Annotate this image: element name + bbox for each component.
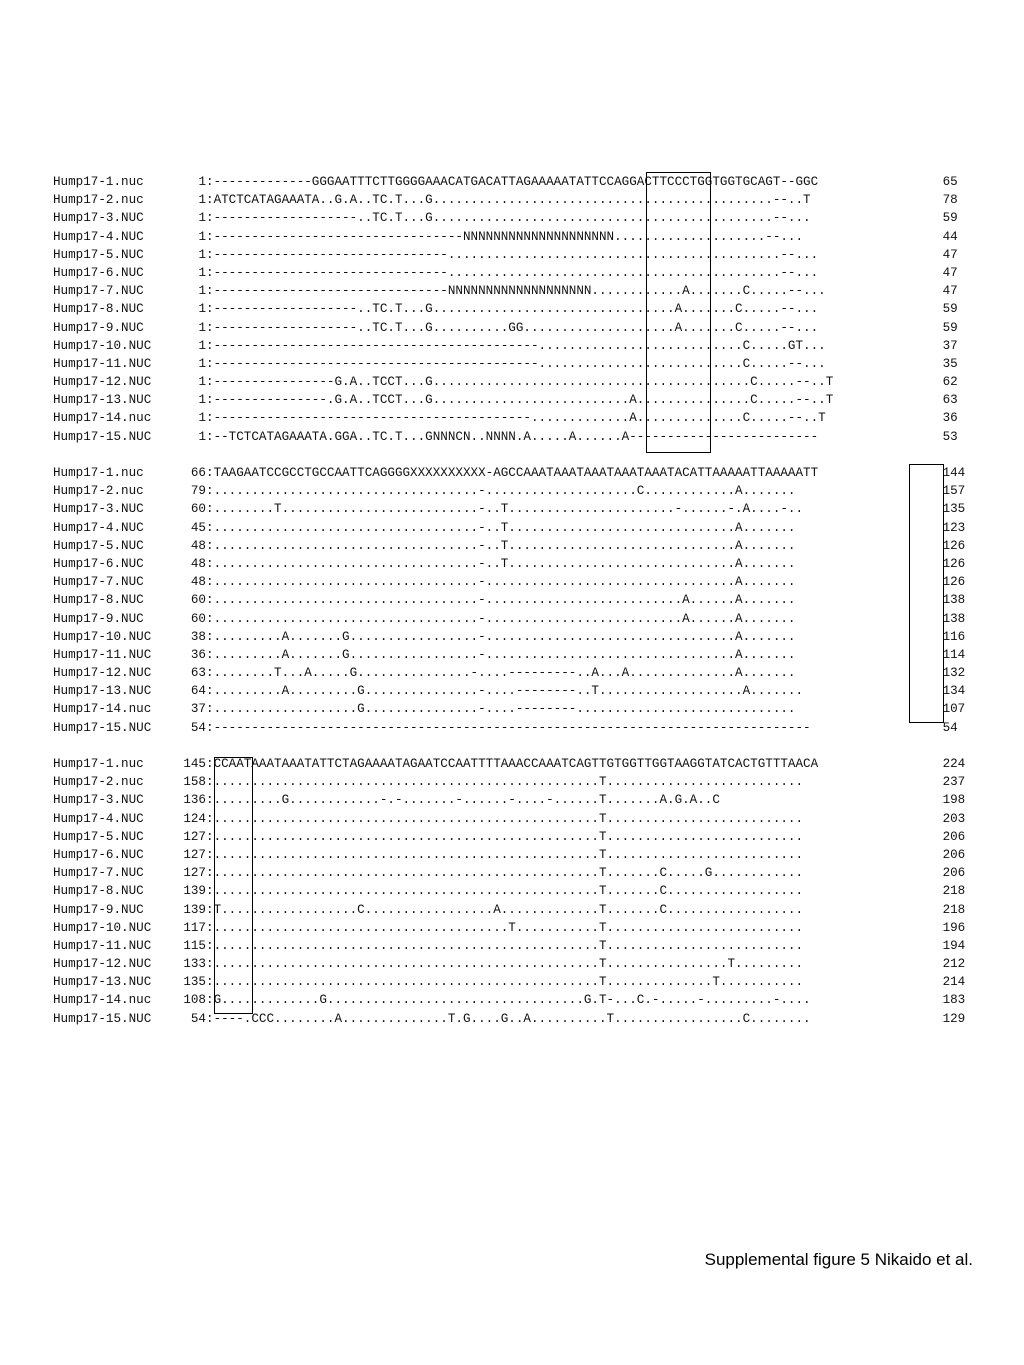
sequence: ------------------------------------------------------------------------------- [213, 720, 811, 735]
sequence: ATCTCATAGAAATA..G.A..TC.T...G.............................................--..T [213, 193, 811, 208]
separator: : [206, 193, 214, 208]
alignment-block-3 [53, 755, 983, 1028]
sequence-name: Hump17-5.NUC [53, 538, 144, 553]
separator: : [206, 611, 214, 626]
separator: : [206, 1011, 214, 1026]
sequence-name: Hump17-4.NUC [53, 811, 144, 826]
start-position: 1 [198, 375, 206, 390]
end-position: 114 [942, 647, 966, 662]
sequence: ...................................................T.......................... [213, 829, 804, 844]
sequence-name: Hump17-10.NUC [53, 920, 152, 935]
alignment-row [53, 191, 983, 209]
alignment-row [53, 537, 983, 555]
end-position: 196 [942, 920, 966, 935]
separator: : [206, 938, 214, 953]
sequence-name: Hump17-14.nuc [53, 702, 152, 717]
start-position: 1 [198, 175, 206, 189]
start-position: 1 [198, 320, 206, 335]
sequence: -------------------..TC.T...G..........GG....................A.......C.....--... [213, 320, 819, 335]
end-position: 224 [942, 757, 966, 771]
start-position: 127 [183, 866, 206, 881]
end-position: 47 [942, 284, 958, 299]
alignment-row [53, 482, 983, 500]
sequence-name: Hump17-7.NUC [53, 575, 144, 590]
sequence: ...................................-..........................A......A....... [213, 593, 796, 608]
start-position: 63 [190, 666, 206, 681]
separator: : [206, 320, 214, 335]
alignment-row [53, 591, 983, 609]
sequence-name: Hump17-3.NUC [53, 502, 144, 517]
alignment-row [53, 300, 983, 318]
alignment-row [53, 937, 983, 955]
alignment-row [53, 700, 983, 718]
sequence: ...................................................T.......C.................. [213, 884, 804, 899]
sequence-name: Hump17-13.NUC [53, 975, 152, 990]
start-position: 136 [183, 793, 206, 808]
start-position: 38 [190, 629, 206, 644]
separator: : [206, 211, 214, 226]
alignment-row [53, 864, 983, 882]
separator: : [206, 466, 214, 480]
end-position: 53 [942, 429, 958, 444]
sequence: ...................................-..T..............................A....... [213, 556, 796, 571]
separator: : [206, 411, 214, 426]
end-position: 116 [942, 629, 966, 644]
start-position: 115 [183, 938, 206, 953]
alignment-row [53, 664, 983, 682]
separator: : [206, 647, 214, 662]
separator: : [206, 902, 214, 917]
sequence-name: Hump17-8.NUC [53, 884, 144, 899]
separator: : [206, 429, 214, 444]
sequence-name: Hump17-9.NUC [53, 320, 144, 335]
sequence-name: Hump17-12.NUC [53, 375, 152, 390]
start-position: 54 [190, 720, 206, 735]
end-position: 214 [942, 975, 966, 990]
separator: : [206, 393, 214, 408]
alignment-row [53, 519, 983, 537]
end-position: 129 [942, 1011, 966, 1026]
highlight-box-block-3 [214, 757, 253, 1014]
sequence-name: Hump17-3.NUC [53, 793, 144, 808]
alignment-row [53, 246, 983, 264]
start-position: 1 [198, 338, 206, 353]
start-position: 1 [198, 411, 206, 426]
sequence: ------------------------------------------.............A..............C.....--..T [213, 411, 826, 426]
end-position: 59 [942, 320, 958, 335]
sequence: ...................................................T................T......... [213, 957, 804, 972]
end-position: 63 [942, 393, 958, 408]
start-position: 127 [183, 829, 206, 844]
sequence: .........A.......G.................-.................................A....... [213, 647, 796, 662]
sequence: -------------------..TC.T...G................................A.......C.....--... [213, 302, 819, 317]
start-position: 124 [183, 811, 206, 826]
sequence-name: Hump17-12.NUC [53, 957, 152, 972]
sequence: ...................................-..T..............................A....... [213, 538, 796, 553]
sequence: ...................................-....................C............A....... [213, 484, 796, 499]
sequence-name: Hump17-1.nuc [53, 757, 144, 771]
separator: : [206, 684, 214, 699]
sequence-name: Hump17-4.NUC [53, 229, 144, 244]
alignment-row [53, 810, 983, 828]
alignment-row [53, 319, 983, 337]
sequence-name: Hump17-4.NUC [53, 520, 144, 535]
end-position: 138 [942, 593, 966, 608]
sequence-name: Hump17-6.NUC [53, 847, 144, 862]
alignment-row [53, 773, 983, 791]
end-position: 206 [942, 829, 966, 844]
end-position: 138 [942, 611, 966, 626]
alignment-row [53, 209, 983, 227]
separator: : [206, 229, 214, 244]
separator: : [206, 175, 214, 189]
start-position: 145 [183, 757, 206, 771]
alignment-row [53, 901, 983, 919]
sequence-name: Hump17-1.nuc [53, 466, 144, 480]
start-position: 60 [190, 611, 206, 626]
end-position: 62 [942, 375, 958, 390]
separator: : [206, 993, 214, 1008]
start-position: 139 [183, 884, 206, 899]
end-position: 134 [942, 684, 966, 699]
separator: : [206, 884, 214, 899]
separator: : [206, 866, 214, 881]
start-position: 79 [190, 484, 206, 499]
sequence: -------------GGGAATTTCTTGGGGAAACATGACATTAGAAAAATATTCCAGGACTTCCCTGGTGGTGCAGT--GGC [213, 175, 819, 189]
sequence-name: Hump17-5.NUC [53, 829, 144, 844]
end-position: 78 [942, 193, 958, 208]
start-position: 1 [198, 356, 206, 371]
sequence-name: Hump17-7.NUC [53, 866, 144, 881]
separator: : [206, 556, 214, 571]
alignment-row [53, 373, 983, 391]
sequence: ...................................................T.......................... [213, 847, 804, 862]
separator: : [206, 265, 214, 280]
sequence: .........G............-.-.......-......-....-......T.......A.G.A..C [213, 793, 720, 808]
end-position: 47 [942, 247, 958, 262]
separator: : [206, 338, 214, 353]
start-position: 60 [190, 502, 206, 517]
alignment-block-1 [53, 173, 983, 446]
sequence: .........A.........G...............-....--------..T...................A....... [213, 684, 804, 699]
end-position: 218 [942, 884, 966, 899]
sequence: ...................................-..T..............................A....... [213, 520, 796, 535]
sequence-name: Hump17-13.NUC [53, 393, 152, 408]
alignment-row [53, 464, 983, 482]
sequence-name: Hump17-12.NUC [53, 666, 152, 681]
separator: : [206, 247, 214, 262]
start-position: 1 [198, 265, 206, 280]
alignment-row [53, 282, 983, 300]
end-position: 237 [942, 775, 966, 790]
sequence: ----.CCC........A..............T.G....G..A..........T.................C........ [213, 1011, 811, 1026]
start-position: 45 [190, 520, 206, 535]
end-position: 183 [942, 993, 966, 1008]
end-position: 59 [942, 211, 958, 226]
separator: : [206, 538, 214, 553]
end-position: 37 [942, 338, 958, 353]
end-position: 218 [942, 902, 966, 917]
end-position: 203 [942, 811, 966, 826]
end-position: 144 [942, 466, 966, 480]
sequence: ...................G...............-....--------............................. [213, 702, 796, 717]
start-position: 54 [190, 1011, 206, 1026]
start-position: 64 [190, 684, 206, 699]
separator: : [206, 575, 214, 590]
sequence-name: Hump17-1.nuc [53, 175, 144, 189]
sequence: TAAGAATCCGCCTGCCAATTCAGGGGXXXXXXXXXX-AGCCAAATAAATAAATAAATAAATACATTAAAAATTAAAAATT [213, 466, 819, 480]
start-position: 1 [198, 393, 206, 408]
alignment-row [53, 991, 983, 1009]
end-position: 59 [942, 302, 958, 317]
alignment-row [53, 646, 983, 664]
start-position: 37 [190, 702, 206, 717]
start-position: 133 [183, 957, 206, 972]
start-position: 117 [183, 920, 206, 935]
start-position: 1 [198, 284, 206, 299]
sequence: ........T...A.....G...............-....---------..A...A..............A....... [213, 666, 796, 681]
end-position: 198 [942, 793, 966, 808]
sequence: ...................................................T.......C.....G............ [213, 866, 804, 881]
sequence: -------------------------------............................................--... [213, 247, 819, 262]
start-position: 1 [198, 229, 206, 244]
sequence: -------------------..TC.T...G.............................................--... [213, 211, 811, 226]
end-position: 157 [942, 484, 966, 499]
alignment-row [53, 500, 983, 518]
end-position: 212 [942, 957, 966, 972]
start-position: 1 [198, 193, 206, 208]
separator: : [206, 920, 214, 935]
sequence-name: Hump17-8.NUC [53, 593, 144, 608]
sequence-name: Hump17-14.nuc [53, 411, 152, 426]
start-position: 139 [183, 902, 206, 917]
start-position: 66 [190, 466, 206, 480]
alignment-row [53, 791, 983, 809]
separator: : [206, 356, 214, 371]
start-position: 1 [198, 247, 206, 262]
end-position: 107 [942, 702, 966, 717]
alignment-row [53, 555, 983, 573]
sequence: ........T..........................-..T......................-......-.A....-.. [213, 502, 804, 517]
end-position: 194 [942, 938, 966, 953]
sequence-name: Hump17-15.NUC [53, 1011, 152, 1026]
end-position: 47 [942, 265, 958, 280]
end-position: 206 [942, 866, 966, 881]
end-position: 126 [942, 538, 966, 553]
sequence-name: Hump17-10.NUC [53, 338, 152, 353]
end-position: 36 [942, 411, 958, 426]
alignment-block-2 [53, 464, 983, 737]
alignment-row [53, 337, 983, 355]
start-position: 135 [183, 975, 206, 990]
sequence-name: Hump17-11.NUC [53, 647, 152, 662]
sequence-name: Hump17-11.NUC [53, 356, 152, 371]
end-position: 54 [942, 720, 958, 735]
start-position: 48 [190, 575, 206, 590]
sequence: ---------------.G.A..TCCT...G..........................A...............C.....--..T [213, 393, 834, 408]
sequence: G.............G..................................G.T-...C.-.....-.........-.... [213, 993, 811, 1008]
start-position: 1 [198, 211, 206, 226]
start-position: 60 [190, 593, 206, 608]
sequence: CCAATAAATAAATATTCTAGAAAATAGAATCCAATTTTAAACCAAATCAGTTGTGGTTGGTAAGGTATCACTGTTTAACA [213, 757, 819, 771]
alignment-row [53, 628, 983, 646]
sequence-name: Hump17-2.nuc [53, 484, 144, 499]
alignment-row [53, 355, 983, 373]
separator: : [206, 720, 214, 735]
sequence-name: Hump17-6.NUC [53, 265, 144, 280]
sequence: ----------------G.A..TCCT...G..........................................C.....--..T [213, 375, 834, 390]
sequence: -------------------------------------------...........................C.....--... [213, 356, 826, 371]
end-position: 135 [942, 502, 966, 517]
alignment-row [53, 428, 983, 446]
end-position: 35 [942, 356, 958, 371]
start-position: 1 [198, 302, 206, 317]
sequence-name: Hump17-2.nuc [53, 775, 144, 790]
sequence: ...................................................T..............T........... [213, 975, 804, 990]
sequence-name: Hump17-5.NUC [53, 247, 144, 262]
alignment-row [53, 846, 983, 864]
sequence: T..................C.................A.............T.......C.................. [213, 902, 804, 917]
alignment-row [53, 755, 983, 773]
start-position: 127 [183, 847, 206, 862]
start-position: 1 [198, 429, 206, 444]
alignment-row [53, 391, 983, 409]
end-position: 123 [942, 520, 966, 535]
sequence-name: Hump17-15.NUC [53, 429, 152, 444]
sequence: ...................................................T.......................... [213, 775, 804, 790]
sequence: -------------------------------NNNNNNNNNNNNNNNNNNN............A.......C.....--... [213, 284, 826, 299]
alignment-row [53, 1010, 983, 1028]
separator: : [206, 375, 214, 390]
separator: : [206, 975, 214, 990]
sequence: ...................................................T.......................... [213, 811, 804, 826]
separator: : [206, 793, 214, 808]
separator: : [206, 666, 214, 681]
alignment-row [53, 919, 983, 937]
separator: : [206, 302, 214, 317]
separator: : [206, 502, 214, 517]
separator: : [206, 520, 214, 535]
separator: : [206, 629, 214, 644]
separator: : [206, 957, 214, 972]
sequence-name: Hump17-8.NUC [53, 302, 144, 317]
separator: : [206, 829, 214, 844]
sequence-name: Hump17-13.NUC [53, 684, 152, 699]
separator: : [206, 847, 214, 862]
sequence: ---------------------------------NNNNNNNNNNNNNNNNNNNN....................--... [213, 229, 804, 244]
end-position: 126 [942, 575, 966, 590]
sequence-name: Hump17-3.NUC [53, 211, 144, 226]
start-position: 36 [190, 647, 206, 662]
separator: : [206, 757, 214, 771]
sequence-name: Hump17-2.nuc [53, 193, 144, 208]
alignment-row [53, 409, 983, 427]
end-position: 126 [942, 556, 966, 571]
separator: : [206, 284, 214, 299]
sequence: --TCTCATAGAAATA.GGA..TC.T...GNNNCN..NNNN.A.....A......A------------------------- [213, 429, 819, 444]
alignment-row [53, 719, 983, 737]
start-position: 158 [183, 775, 206, 790]
sequence: .........A.......G.................-.................................A....... [213, 629, 796, 644]
sequence-name: Hump17-7.NUC [53, 284, 144, 299]
sequence: -------------------------------............................................--... [213, 265, 819, 280]
separator: : [206, 775, 214, 790]
end-position: 206 [942, 847, 966, 862]
highlight-box-block-2 [909, 464, 944, 723]
start-position: 48 [190, 538, 206, 553]
end-position: 132 [942, 666, 966, 681]
sequence: .......................................T...........T.......................... [213, 920, 804, 935]
start-position: 48 [190, 556, 206, 571]
sequence-name: Hump17-6.NUC [53, 556, 144, 571]
sequence-name: Hump17-9.NUC [53, 902, 144, 917]
sequence: ...................................-..........................A......A....... [213, 611, 796, 626]
alignment-row [53, 882, 983, 900]
sequence-name: Hump17-10.NUC [53, 629, 152, 644]
sequence-name: Hump17-14.nuc [53, 993, 152, 1008]
sequence-name: Hump17-9.NUC [53, 611, 144, 626]
sequence: -------------------------------------------...........................C.....GT... [213, 338, 826, 353]
alignment-row [53, 610, 983, 628]
end-position: 65 [942, 175, 958, 189]
alignment-row [53, 173, 983, 191]
highlight-box-block-1 [646, 172, 711, 453]
separator: : [206, 811, 214, 826]
alignment-row [53, 228, 983, 246]
separator: : [206, 484, 214, 499]
alignment-row [53, 828, 983, 846]
alignment-row [53, 682, 983, 700]
sequence-name: Hump17-15.NUC [53, 720, 152, 735]
end-position: 44 [942, 229, 958, 244]
separator: : [206, 702, 214, 717]
sequence: ...................................-.................................A....... [213, 575, 796, 590]
alignment-row [53, 573, 983, 591]
sequence-name: Hump17-11.NUC [53, 938, 152, 953]
start-position: 108 [183, 993, 206, 1008]
separator: : [206, 593, 214, 608]
alignment-row [53, 955, 983, 973]
alignment-row [53, 973, 983, 991]
figure-caption: Supplemental figure 5 Nikaido et al. [704, 1250, 973, 1269]
alignment-row [53, 264, 983, 282]
sequence: ...................................................T.......................... [213, 938, 804, 953]
